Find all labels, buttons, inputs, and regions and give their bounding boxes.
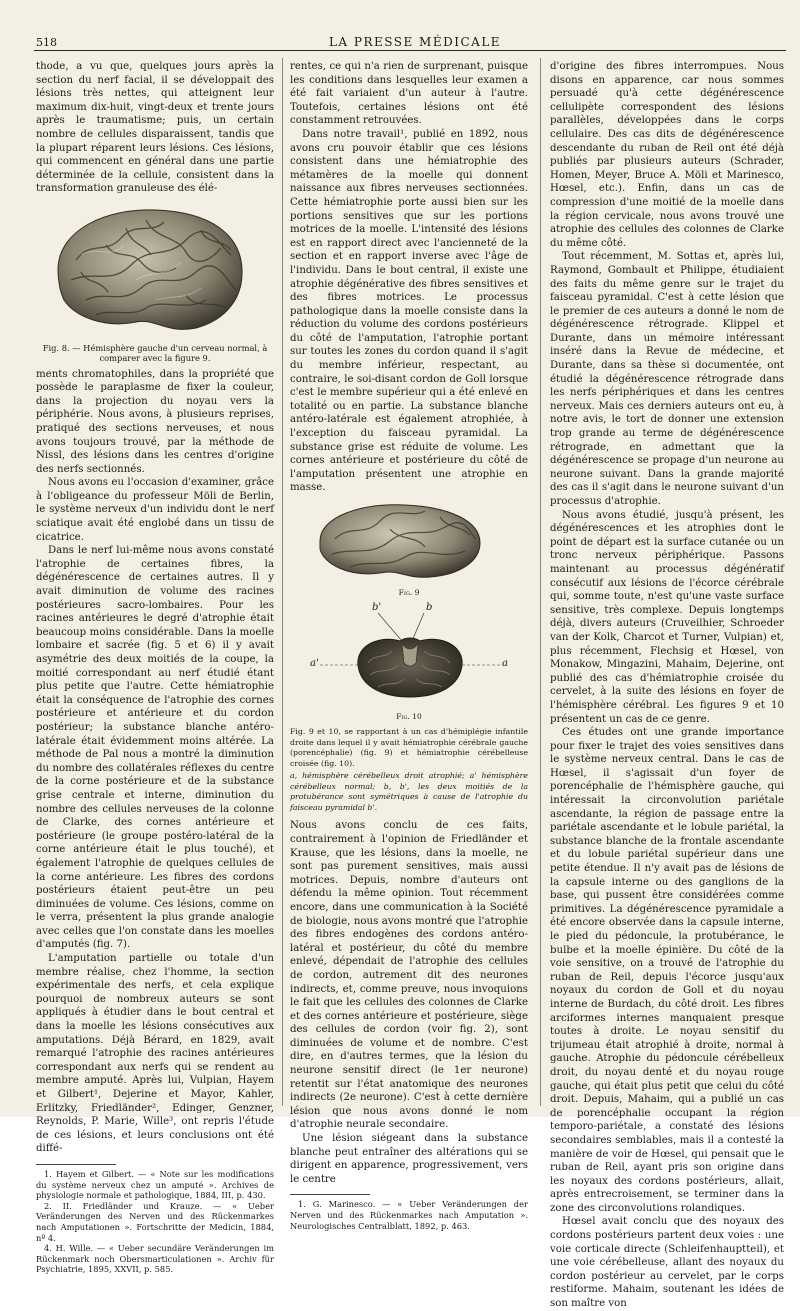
marker-a: a bbox=[502, 658, 508, 670]
pointer-line-b bbox=[412, 613, 424, 641]
figure-10 bbox=[290, 603, 528, 723]
column-divider-1 bbox=[282, 58, 283, 1106]
paragraph: d'origine des fibres interrompues. Nous disons en apparence, car nous sommes persuadé qu'à cette dégénérescence cellulipète correspondent des lésions parallèles, développées dans le corps cellulaire. Des cas dits de dégénérescence descendante du ruban de Reil ont été déjà publiés par plusieurs auteurs (Schrader, Homen, Meyer, Bruce A. Möli et Marinesco, Hœsel, etc.). Enfin, dans un cas de compression d'une moitié de la moelle dans la région cervicale, nous avons trouvé une atrophie des cellules des colonnes de Clarke du même côté. bbox=[550, 61, 784, 249]
column-1 bbox=[36, 60, 274, 1275]
paragraph: rentes, ce qui n'a rien de surprenant, puisque les conditions dans lesquelles leur examen a été fait variaient d'un auteur à l'autre. Toutefois, certaines lésions ont été constamment retrouvées. bbox=[290, 61, 528, 127]
paragraph: thode, a vu que, quelques jours après la section du nerf facial, il se développait des lésions très nettes, qui atteignent leur maximum dix-huit, vingt-deux et trente jours après le traumatisme; puis, un certain nombre de cellules disparaissent, tandis que la plupart réparent leurs lésions. Ces lésions, qui commencent en général dans une partie déterminée de la cellule, consistent dans la transformation granuleuse des élé- bbox=[36, 61, 274, 195]
paragraph: Dans le nerf lui-même nous avons constaté l'atrophie de certaines fibres, la dégénérescence de certaines autres. Il y avait diminution de volume des racines postérieures sacro-lombaires. Pour les racines antérieures le degré d'atrophie était beaucoup moins considérable. Dans la moelle lombaire et sacrée (fig. 5 et 6) il y avait asymétrie des deux moitiés de la coupe, la moitié correspondant au nerf étudié étant plus petite que l'autre. Cette hémiatrophie était la conséquence de l'atrophie des cornes postérieure et antérieure et du cordon postérieur; la substance blanche antéro-latérale était évidemment moins altérée. La méthode de Pal nous a montré la diminution du nombre des collatérales réflexes du centre de la corne postérieure et de la substance grise centrale et interne, diminution du nombre des cellules nerveuses de la colonne de Clarke, des cornes antérieure et postérieure (le groupe postéro-latéral de la corne antérieure était le plus touché), et également l'atrophie de quelques cellules de la corne antérieure. Les fibres des cordons postérieurs étaient peut-être un peu diminuées de volume. Ces lésions, comme on le verra, présentent la plus grande analogie avec celles que l'on constate dans les moelles d'amputés (fig. 7). bbox=[36, 545, 274, 951]
figure-8-caption: Fig. 8. — Hémisphère gauche d'un cerveau normal, à comparer avec la figure 9. bbox=[42, 342, 268, 364]
marker-a-prime: a' bbox=[310, 658, 319, 670]
marker-b: b bbox=[426, 602, 433, 614]
paragraph: Nous avons eu l'occasion d'examiner, grâce à l'obligeance du professeur Möli de Berlin, le système nerveux d'un individu dont le nerf sciatique avait été englobé dans un tissu de cicatrice. bbox=[36, 477, 274, 543]
brain-hemisphere-illustration bbox=[36, 200, 274, 336]
figures-9-10-legend: a, hémisphère cérébelleux droit atrophié; a' hémisphère cérébelleux normal; b, b', les deux moitiés de la protubérance sont symétriques à cause de l'atrophie du faisceau pyramidal b'. bbox=[290, 771, 528, 812]
atrophied-brain-illustration bbox=[290, 499, 528, 581]
header-rule bbox=[34, 50, 786, 51]
footnote: 4. H. Wille. — « Ueber secundäre Veränderungen im Rückenmark noch Obersmarticulationen ». Archiv für Psychiatrie, 1895, XXVII, p. 585. bbox=[36, 1243, 274, 1275]
cerebellum-section-illustration bbox=[290, 603, 528, 705]
paragraph: ments chromatophiles, dans la propriété que possède le paraplasme de fixer la couleur, dans la projection du noyau vers la périphérie. Nous avons, à plusieurs reprises, pratiqué des sections nerveuses, et nous avons toujours trouvé, par la méthode de Nissl, des lésions dans les centres d'origine des nerfs sectionnés. bbox=[36, 368, 274, 475]
column-divider-2 bbox=[540, 58, 541, 1106]
footnote: 2. II. Friedländer und Krauze. — « Ueber Veränderungen des Nerven und des Rückenmarkes nach Amputationen ». Fortschritte der Medicin, 1884, nº 4. bbox=[36, 1200, 274, 1243]
paragraph: Une lésion siégeant dans la substance blanche peut entraîner des altérations qui se dirigent en apparence, progressivement, vers le centre bbox=[290, 1133, 528, 1185]
marker-b-prime: b' bbox=[372, 602, 382, 614]
paragraph: Tout récemment, M. Sottas et, après lui, Raymond, Gombault et Philippe, étudiaient des faits du même genre sur le trajet du faisceau pyramidal. C'est à cette lésion que le premier de ces auteurs a donné le nom de dégénérescence rétrograde. Klippel et Durante, dans un mémoire intéressant inséré dans la Revue de médecine, et Durante, dans sa thèse si documentée, ont étudié la dégénérescence rétrograde dans les nerfs périphériques et dans les centres nerveux. Mais ces derniers auteurs ont eu, à notre avis, le tort de donner une extension trop grande au terme de dégénérescence rétrograde, en admettant que la dégénérescence se propage d'un neurone au neurone suivant. Dans la grande majorité des cas il s'agit dans le neurone suivant d'un processus d'atrophie. bbox=[550, 251, 784, 507]
paragraph: L'amputation partielle ou totale d'un membre réalise, chez l'homme, la section expérimentale des nerfs, et cela explique pourquoi de nombreux auteurs se sont appliqués à étudier dans le bout central et dans la moelle les lésions consécutives aux amputations. Déjà Bérard, en 1829, avait remarqué l'atrophie des racines antérieures correspondant aux nerfs qui se rendent au membre amputé. Après lui, Vulpian, Hayem et Gilbert¹, Dejerine et Mayor, Kahler, Erlitzky, Friedländer², Edinger, Genzner, Reynolds, P. Marie, Wille³, ont repris l'étude de ces lésions, et leurs conclusions ont été diffé- bbox=[36, 953, 274, 1155]
column-2 bbox=[290, 60, 528, 1231]
paragraph: Ces études ont une grande importance pour fixer le trajet des voies sensitives dans le système nerveux central. Dans le cas de Hœsel, il s'agissait d'un foyer de porencéphalie de l'hémisphère gauche, qui intéressait la circonvolution pariétale ascendante, la région de passage entre la pariétale ascendante et le lobule pariétal, la substance blanche de la frontale ascendante et du lobule pariétal supérieur dans une petite étendue. Il n'y avait pas de lésions de la capsule interne ou des ganglions de la base, qui pussent être considérées comme primitives. La dégénérescence pyramidale a été encore observée dans la capsule interne, le pied du pédoncule, la protubérance, le bulbe et la moelle épinière. Du côté de la voie sensitive, on a trouvé de l'atrophie du ruban de Reil, depuis l'écorce jusqu'aux noyaux du cordon de Goll et du noyau interne de Burdach, du côté droit. Les fibres arciformes internes manquaient presque toutes à droite. Le noyau sensitif du trijumeau était atrophié à droite, normal à gauche. Atrophie du pédoncule cérébelleux droit, du noyau denté et du noyau rouge gauche, qui était plus petit que celui du côté droit. Depuis, Mahaim, qui a publié un cas de porencéphalie occupant la région temporo-pariétale, a constaté des lésions secondaires semblables, mais il a contesté la manière de voir de Hœsel, qui pensait que le ruban de Reil, ayant pris son origine dans les noyaux des cordons postérieurs, allait, après entrecroisement, se terminer dans la zone des circonvolutions rolandiques. bbox=[550, 727, 784, 1214]
footnote-rule bbox=[36, 1164, 116, 1165]
column-3 bbox=[550, 60, 784, 1310]
footnote: 1. G. Marinesco. — « Ueber Veränderungen der Nerven und des Rückenmarkes nach Amputation ». Neurologisches Centralblatt, 1892, p. 463. bbox=[290, 1199, 528, 1231]
paragraph: Dans notre travail¹, publié en 1892, nous avons cru pouvoir établir que ces lésions consistent dans une hémiatrophie des métamères de la moelle qui donnent naissance aux fibres nerveuses sectionnées. Cette hémiatrophie porte aussi bien sur les portions sensitives que sur les portions motrices de la moelle. L'intensité des lésions est en rapport direct avec l'ancienneté de la section et en rapport inverse avec l'âge de l'individu. Dans le bout central, il existe une atrophie dégénérative des fibres sensitives et des fibres motrices. Le processus pathologique dans la moelle consiste dans la réduction du volume des cordons postérieurs du côté de l'amputation, l'atrophie portant sur toutes les zones du cordon quand il s'agit du membre inférieur, respectant, au contraire, le soi-disant cordon de Goll lorsque c'est le membre supérieur qui a été enlevé en totalité ou en partie. La substance blanche antéro-latérale est également atrophiée, à l'exception du faisceau pyramidal. La substance grise est réduite de volume. Les cornes antérieure et postérieure du côté de l'amputation présentent une atrophie en masse. bbox=[290, 128, 528, 494]
footnote: 1. Hayem et Gilbert. — « Note sur les modifications du système nerveux chez un amputé ». Archives de physiologie normale et pathologique, 1884, III, p. 430. bbox=[36, 1168, 274, 1201]
footnote-rule bbox=[290, 1194, 370, 1195]
page-number: 518 bbox=[36, 36, 57, 49]
figure-9 bbox=[290, 499, 528, 599]
pointer-line-b-prime bbox=[378, 613, 402, 641]
figure-9-label: Fig. 9 bbox=[398, 587, 420, 597]
figure-10-label: Fig. 10 bbox=[396, 711, 422, 721]
paragraph: Nous avons conclu de ces faits, contrairement à l'opinion de Friedländer et Krause, que les lésions, dans la moelle, ne sont pas purement sensitives, mais aussi motrices. Depuis, nombre d'auteurs ont défendu la même opinion. Tout récemment encore, dans une communication à la Société de biologie, nous avons montré que l'atrophie des fibres endogènes des cordons antéro-latéral et postérieur, du côté du membre enlevé, dépendait de l'atrophie des cellules de cordon, autrement dit des neurones indirects, et, comme preuve, nous invoquions le fait que les cellules des colonnes de Clarke et des cornes antérieure et postérieure, siège des cellules de cordon (voir fig. 2), sont diminuées de volume et de nombre. C'est dire, en d'autres termes, que la lésion du neurone sensitif direct (le 1er neurone) retentit sur l'état anatomique des neurones indirects (2e neurone). C'est à cette dernière lésion que nous avons donné le nom d'atrophie neurale secondaire. bbox=[290, 820, 528, 1131]
figure-8 bbox=[36, 200, 274, 364]
running-head: LA PRESSE MÉDICALE bbox=[328, 35, 502, 49]
paragraph: Hœsel avait conclu que des noyaux des cordons postérieurs partent deux voies : une voie corticale directe (Schleifenhauptteil), et une voie cérébelleuse, allant des noyaux du cordon postérieur au cervelet, par le corps restiforme. Mahaim, soutenant les idées de son maître von bbox=[550, 1216, 784, 1310]
paragraph: Nous avons étudié, jusqu'à présent, les dégénérescences et les atrophies dont le point de départ est la surface cutanée ou un tronc nerveux périphérique. Passons maintenant au processus dégénératif consécutif aux lésions de l'écorce cérébrale qui, somme toute, n'est qu'une vaste surface sensitive, très complexe. Depuis longtemps déjà, divers auteurs (Cruveilhier, Schroeder van der Kolk, Charcot et Turner, Vulpian) et, plus récemment, Flechsig et Hœsel, von Monakow, Mingazini, Mahaim, Dejerine, ont publié des cas d'hémiatrophie croisée du cervelet, à la suite des lésions en foyer de l'hémisphère cérébral. Les figures 9 et 10 présentent un cas de ce genre. bbox=[550, 509, 784, 725]
figures-9-10-caption: Fig. 9 et 10, se rapportant à un cas d'hémiplégie infantile droite dans lequel il y avait hémiatrophie cérébrale gauche (porencéphalie) (fig. 9) et hémiatrophie cérébelleuse croisée (fig. 10). bbox=[290, 727, 528, 768]
